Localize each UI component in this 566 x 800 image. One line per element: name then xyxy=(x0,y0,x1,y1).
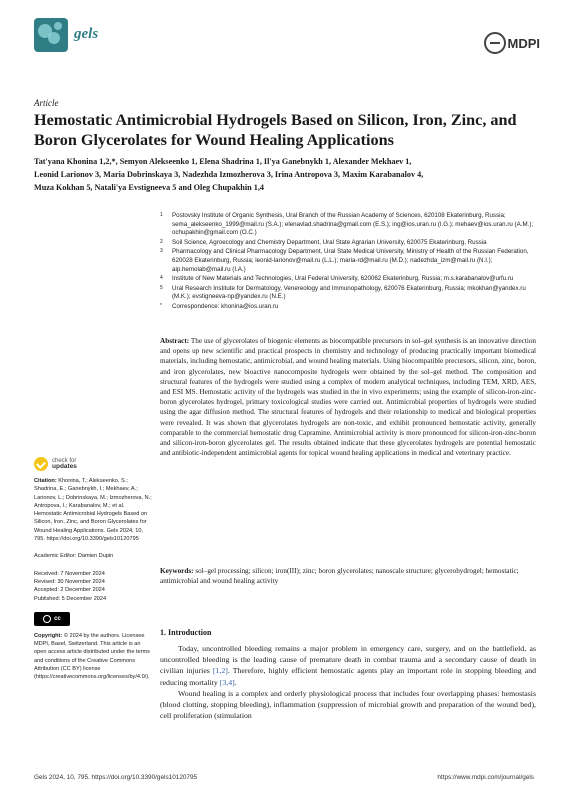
dates-block xyxy=(34,570,152,603)
check-for-updates-button[interactable] xyxy=(34,457,152,471)
introduction-body xyxy=(160,643,536,721)
affiliation-item: 4 Institute of New Materials and Technologies, Ural Federal University, 620062 Ekaterinburg, Russia; m.s.karabanalov@urfu.ru xyxy=(160,275,514,283)
received-date: Received: 7 November 2024 xyxy=(34,570,105,577)
revised-date: Revised: 30 November 2024 xyxy=(34,578,105,585)
author-list xyxy=(34,155,544,195)
section-heading: 1. Introduction xyxy=(160,628,212,637)
article-title: Hemostatic Antimicrobial Hydrogels Based on Silicon, Iron, Zinc, and Boron Glycerolates for Wound Healing Applications xyxy=(34,111,517,149)
author-line: Tat'yana Khonina 1,2,*, Semyon Alekseenko 1, Elena Shadrina 1, Il'ya Ganebnykh 1, Alexander Mekhaev 1, xyxy=(34,157,412,166)
publisher-logo xyxy=(484,32,541,54)
publisher-name: MDPI xyxy=(507,35,540,51)
paragraph: Wound healing is a complex and orderly physiological process that includes four overlapping phases: hemostasis (blood clotting, stopping bleeding), inflammation (suppression of microbial growth and preparation of the wound bed), cell proliferation (stimulation xyxy=(160,688,536,721)
copyright-text: © 2024 by the authors. Licensee MDPI, Basel, Switzerland. This article is an open access article distributed under the terms and conditions of the Creative Commons Attribution (CC BY) license (https://creativecommons.org/licenses/by/4.0/). xyxy=(34,632,150,681)
author-line: Muza Kokhan 5, Natali'ya Evstigneeva 5 and Oleg Chupakhin 1,4 xyxy=(34,183,264,193)
correspondence: * Correspondence: khonina@ios.uran.ru xyxy=(160,302,279,310)
check-sub-label: updates xyxy=(52,463,77,470)
journal-name: gels xyxy=(74,26,99,42)
keywords-label: Keywords: xyxy=(160,567,194,575)
check-label: check for xyxy=(52,457,77,464)
affiliation-item: 3 Pharmacology and Clinical Pharmacology Department, Ural State Medical University, Ministry of Health of the Russian Federation, 620028 Ekaterinburg, Russia; leonid-larionov@mail.ru (L.L.); maria-rd@mail.ru (M.D.); nadezhda_izm@mail.ru (N.I.); aip.hemolab@mail.ru (I.A.) xyxy=(160,248,529,273)
abstract xyxy=(160,336,536,458)
copyright-block xyxy=(34,632,152,682)
footer-journal-url[interactable]: https://www.mdpi.com/journal/gels xyxy=(437,774,534,781)
page-header xyxy=(34,18,540,78)
abstract-text: The use of glycerolates of biogenic elements as biocompatible precursors in sol–gel synthesis is an innovative direction and opens up new scientific and practical prospects in chemistry and technology of producing practically important biomedical materials, including hemostatic, antimicrobial, and wound healing materials. Using biocompatible precursors, silicon, zinc, boron, and iron glycerolates, new bioactive nanocomposite hydrogels were obtained by the sol–gel method. The composition and structural features of the hydrogels were studied using a complex of modern analytical techniques, including TEM, XRD, AES, and ESI MS. Hemostatic activity of the hydrogels was studied in the in vivo experiments; using the example of silicon-iron-zinc-boron glycerolates hydrogel, primary toxicological studies were carried out. Antimicrobial properties of hydrogels were studied using the agar diffusion method. The structural features of hydrogels and their relationship to medical and biological properties were revealed. It was shown that glycerolates hydrogels are non-toxic, and exhibit pronounced hemostatic activity, generally comparable to the commercial hemostatic drug Capramine. Antimicrobial activity is more pronounced for silicon-iron-zinc-boron and silicon-iron-boron glycerolates gel. The results obtained indicate that these glycerolates hydrogels are potential hemostatic and antibiotic-independent antimicrobial agents for topical wound healing applications in medical and veterinary practice. xyxy=(160,337,537,458)
copyright-label: Copyright: xyxy=(34,632,63,639)
paragraph: Today, uncontrolled bleeding remains a major problem in emergency care, surgery, and on the battlefield, as uncontrolled bleeding is the leading cause of premature death in combat trauma and a secondary cause of death in civilian injuries [1,2]. Therefore, highly efficient hemostatic agents play an important role in stopping bleeding and reducing mortality [3,4]. xyxy=(160,644,537,687)
affiliation-item: 2 Soil Science, Agroecology and Chemistry Department, Ural State Agrarian University, 620075 Ekaterinburg, Russia xyxy=(160,238,487,246)
footer-citation: Gels 2024, 10, 795. https://doi.org/10.3390/gels10120795 xyxy=(34,774,198,781)
check-updates-icon xyxy=(34,457,48,471)
journal-logo-icon xyxy=(34,18,68,52)
abstract-label: Abstract: xyxy=(160,337,190,345)
cc-by-license-icon[interactable]: cc xyxy=(34,612,70,626)
author-line: Leonid Larionov 3, Maria Dobrinskaya 3, Nadezhda Izmozherova 3, Irina Antropova 3, Maxim Karabanalov 4, xyxy=(34,170,424,180)
mdpi-logo-icon xyxy=(484,32,506,54)
affiliation-item: 1 Postovsky Institute of Organic Synthesis, Ural Branch of the Russian Academy of Sciences, 620108 Ekaterinburg, Russia; sema_alekseenko_1999@mail.ru (S.A.); elenavlad.shadrina@gmail.com (E.S.); ing@ios.uran.ru (I.G.); mehaev@ios.uran.ru (A.M.); ochupakhin@gmail.com (O.C.) xyxy=(160,212,534,237)
affiliations xyxy=(160,212,540,313)
citation-text: Khonina, T.; Alekseenko, S.; Shadrina, E.; Ganebnykh, I.; Mekhaev, A.; Larionov, L.; Dobrinskaya, M.; Izmozherova, N.; Antropova, I.; Karabanalov, M.; et al. Hemostatic Antimicrobial Hydrogels Based on Silicon, Iron, Zinc, and Boron Glycerolates for Wound Healing Applications. Gels 2024, 10, 795. https://doi.org/10.3390/gels10120795 xyxy=(34,478,152,543)
citation-link[interactable]: [1,2] xyxy=(212,666,228,676)
published-date: Published: 5 December 2024 xyxy=(34,595,107,602)
citation-label: Citation: xyxy=(34,478,57,484)
citation-block xyxy=(34,477,152,543)
page-footer xyxy=(34,774,534,781)
affiliation-item: 5 Ural Research Institute for Dermatology, Venereology and Immunopathology, 620076 Ekaterinburg, Russia; mkokhan@yandex.ru (M.K.); evstigneeva-np@yandex.ru (N.E.) xyxy=(160,284,526,301)
accepted-date: Accepted: 2 December 2024 xyxy=(34,587,105,594)
article-sidebar xyxy=(34,457,152,682)
keywords-text: sol–gel processing; silicon; iron(III); zinc; boron glycerolates; nanoscale structure; glycerohydrogel; hemostatic; antimicrobial and wound healing activity xyxy=(160,567,519,586)
article-type: Article xyxy=(34,98,59,108)
citation-link[interactable]: [3,4] xyxy=(219,677,235,687)
academic-editor: Academic Editor: Damien Dupin xyxy=(34,553,114,560)
keywords xyxy=(160,566,536,586)
